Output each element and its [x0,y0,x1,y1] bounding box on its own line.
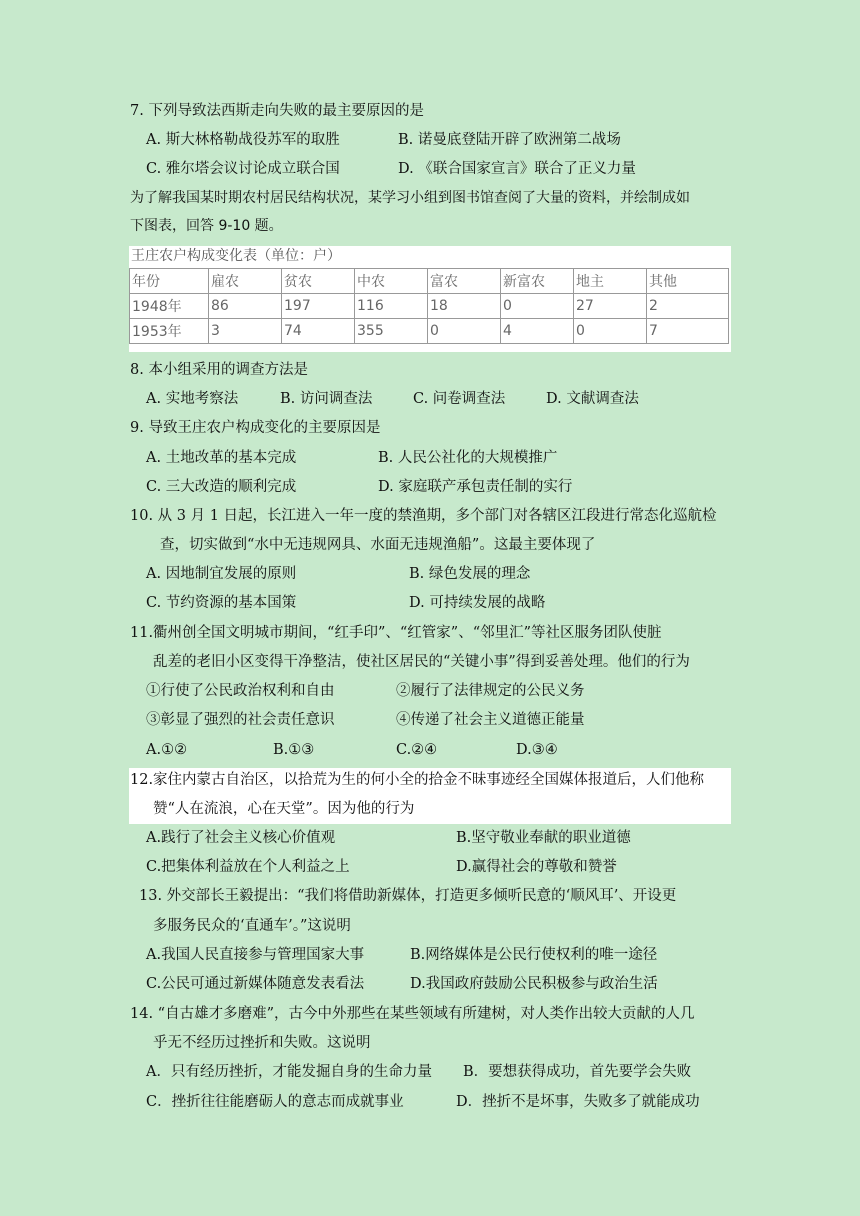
question-13-option-a: A.我国人民直接参与管理国家大事 [146,947,365,963]
table-cell: 1948年 [130,294,209,319]
question-14-option-d: D．挫折不是坏事，失败多了就能成功 [456,1094,700,1110]
table-cell: 4 [501,319,574,344]
question-8-option-a: A. 实地考察法 [146,391,239,407]
table-cell: 18 [428,294,501,319]
question-12-option-d: D.赢得社会的尊敬和赞誉 [456,859,617,875]
table-header-cell: 地主 [574,269,647,294]
question-10-option-a: A. 因地制宜发展的原则 [146,566,297,582]
question-13-option-b: B.网络媒体是公民行使权利的唯一途径 [410,947,658,963]
question-7-option-a: A. 斯大林格勒战役苏军的取胜 [146,132,340,148]
question-8-option-d: D. 文献调查法 [546,391,639,407]
question-11-stem-line-1: 11.衢州创全国文明城市期间，“红手印”、“红管家”、“邻里汇”等社区服务团队使脏 [130,625,662,641]
question-8-stem: 8. 本小组采用的调查方法是 [130,362,308,378]
question-8-option-c: C. 问卷调查法 [413,391,506,407]
question-12-option-b: B.坚守敬业奉献的职业道德 [456,830,631,846]
table-header-cell: 新富农 [501,269,574,294]
question-7-option-c: C. 雅尔塔会议讨论成立联合国 [146,161,340,177]
table-header-cell: 富农 [428,269,501,294]
table-cell: 86 [209,294,282,319]
table-header-cell: 雇农 [209,269,282,294]
table-cell: 27 [574,294,647,319]
question-9-option-c: C. 三大改造的顺利完成 [146,479,297,495]
table-cell: 0 [574,319,647,344]
table-cell: 2 [647,294,729,319]
question-9-option-d: D. 家庭联产承包责任制的实行 [378,479,573,495]
table-header-cell: 年份 [130,269,209,294]
table-cell: 1953年 [130,319,209,344]
question-7-option-d: D. 《联合国家宣言》联合了正义力量 [398,161,636,177]
table-cell: 116 [355,294,428,319]
question-11-option-c: C.②④ [396,742,438,758]
table-header-cell: 贫农 [282,269,355,294]
table-header-cell: 其他 [647,269,729,294]
question-7-option-b: B. 诺曼底登陆开辟了欧洲第二战场 [398,132,621,148]
question-10-option-b: B. 绿色发展的理念 [409,566,531,582]
question-11-item-4: ④传递了社会主义道德正能量 [396,712,585,728]
question-12-option-c: C.把集体利益放在个人利益之上 [146,859,350,875]
question-8-option-b: B. 访问调查法 [280,391,373,407]
household-table [129,268,729,344]
question-11-item-1: ①行使了公民政治权利和自由 [146,683,335,699]
question-11-item-3: ③彰显了强烈的社会责任意识 [146,712,335,728]
question-12-option-a: A.践行了社会主义核心价值观 [146,830,336,846]
table-header-row [130,269,729,294]
question-10-option-c: C. 节约资源的基本国策 [146,595,297,611]
table-cell: 74 [282,319,355,344]
question-14-option-b: B．要想获得成功，首先要学会失败 [463,1064,692,1080]
question-9-stem: 9. 导致王庄农户构成变化的主要原因是 [130,420,381,436]
question-10-stem-line-2: 查，切实做到“水中无违规网具、水面无违规渔船”。这最主要体现了 [160,537,596,553]
table-cell: 3 [209,319,282,344]
question-7-stem: 7. 下列导致法西斯走向失败的最主要原因的是 [130,103,424,119]
table-caption: 王庄农户构成变化表（单位：户） [131,248,341,264]
question-11-option-d: D.③④ [516,742,558,758]
question-11-option-b: B.①③ [273,742,315,758]
question-14-stem-line-2: 乎无不经历过挫折和失败。这说明 [153,1035,371,1051]
question-13-stem-line-1: 13. 外交部长王毅提出：“我们将借助新媒体，打造更多倾听民意的‘顺风耳’、开设更 [139,888,677,904]
question-14-stem-line-1: 14. “自古雄才多磨难”，古今中外那些在某些领域有所建树，对人类作出较大贡献的人几 [130,1006,695,1022]
table-intro-line-2: 下图表，回答 9-10 题。 [130,218,283,234]
table-row [130,294,729,319]
question-11-option-a: A.①② [146,742,188,758]
question-9-option-a: A. 土地改革的基本完成 [146,450,297,466]
question-13-stem-line-2: 多服务民众的‘直通车’。”这说明 [153,918,351,934]
table-header-cell: 中农 [355,269,428,294]
table-row [130,319,729,344]
question-13-option-d: D.我国政府鼓励公民积极参与政治生活 [410,976,658,992]
question-12-stem-line-1: 12.家住内蒙古自治区，以拾荒为生的何小全的拾金不昧事迹经全国媒体报道后，人们他称 [130,772,705,788]
question-11-item-2: ②履行了法律规定的公民义务 [396,683,585,699]
question-13-option-c: C.公民可通过新媒体随意发表看法 [146,976,365,992]
table-cell: 7 [647,319,729,344]
table-intro-line-1: 为了解我国某时期农村居民结构状况，某学习小组到图书馆查阅了大量的资料，并绘制成如 [130,190,690,206]
question-10-stem-line-1: 10. 从 3 月 1 日起，长江进入一年一度的禁渔期，多个部门对各辖区江段进行常态化巡航检 [130,508,717,524]
question-11-stem-line-2: 乱差的老旧小区变得干净整洁，使社区居民的“关键小事”得到妥善处理。他们的行为 [153,654,690,670]
table-cell: 197 [282,294,355,319]
question-14-option-c: C．挫折往往能磨砺人的意志而成就事业 [146,1094,404,1110]
table-cell: 0 [428,319,501,344]
table-cell: 355 [355,319,428,344]
question-14-option-a: A．只有经历挫折，才能发掘自身的生命力量 [146,1064,432,1080]
question-9-option-b: B. 人民公社化的大规模推广 [378,450,558,466]
table-cell: 0 [501,294,574,319]
question-10-option-d: D. 可持续发展的战略 [409,595,546,611]
question-12-stem-line-2: 赞“人在流浪，心在天堂”。因为他的行为 [153,801,415,817]
household-table-image [129,246,731,352]
